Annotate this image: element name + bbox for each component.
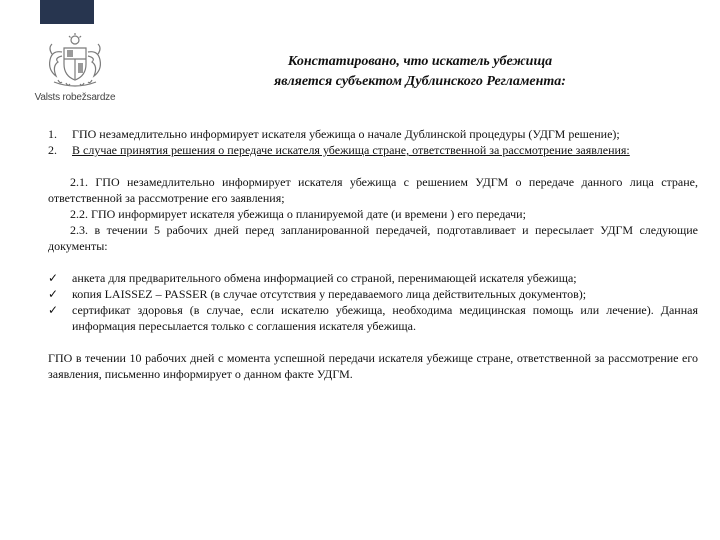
check-text: анкета для предварительного обмена информацией со страной, перенимающей искателя убежища; [72,271,577,285]
checklist [48,270,698,334]
title-line-1: Констатировано, что искатель убежища [287,54,553,69]
numbered-list [48,126,698,158]
check-text: копия LAISSEZ – PASSER (в случае отсутствия у передаваемого лица действительных документов); [72,287,587,301]
title-line-2: является субъектом Дублинского Регламента: [274,74,566,89]
final-paragraph: ГПО в течении 10 рабочих дней с момента успешной передачи искателя убежище стране, ответственной за рассмотрение его заявления, письменно информирует о данном факте УДГМ. [48,351,698,381]
sub-items [48,174,698,254]
list-item [48,126,698,142]
sub-item: 2.1. ГПО незамедлительно информирует искателя убежища с решением УДГМ о передаче данного лица стране, ответственной за рассмотрение его заявления; [48,175,698,205]
checkmark-icon: ✓ [48,287,59,301]
check-item [48,270,698,286]
list-item [48,142,698,158]
check-item [48,302,698,334]
item-text: ГПО незамедлительно информирует искателя убежища о начале Дублинской процедуры (УДГМ решение); [72,127,620,141]
check-text: сертификат здоровья (в случае, если искателю убежища, необходима медицинская помощь или лечение). Данная информация пересылается только с соглашения искателя убежища. [72,303,698,333]
checkmark-icon: ✓ [48,303,59,317]
top-accent-bar [40,0,94,24]
logo [30,32,120,110]
page-title [230,52,610,92]
logo-text: Valsts robežsardze [34,92,116,103]
sub-item: 2.3. в течении 5 рабочих дней перед запланированной передачей, подготавливает и пересылает УДГМ следующие документы: [48,223,698,253]
item-number: 1. [48,127,57,141]
document-body [48,126,698,382]
item-text: В случае принятия решения о передаче искателя убежища стране, ответственной за рассмотрение заявления: [72,143,630,157]
check-item [48,286,698,302]
checkmark-icon: ✓ [48,271,59,285]
coat-of-arms-icon [40,32,110,90]
sub-item: 2.2. ГПО информирует искателя убежища о планируемой дате (и времени ) его передачи; [70,207,526,221]
item-number: 2. [48,143,57,157]
